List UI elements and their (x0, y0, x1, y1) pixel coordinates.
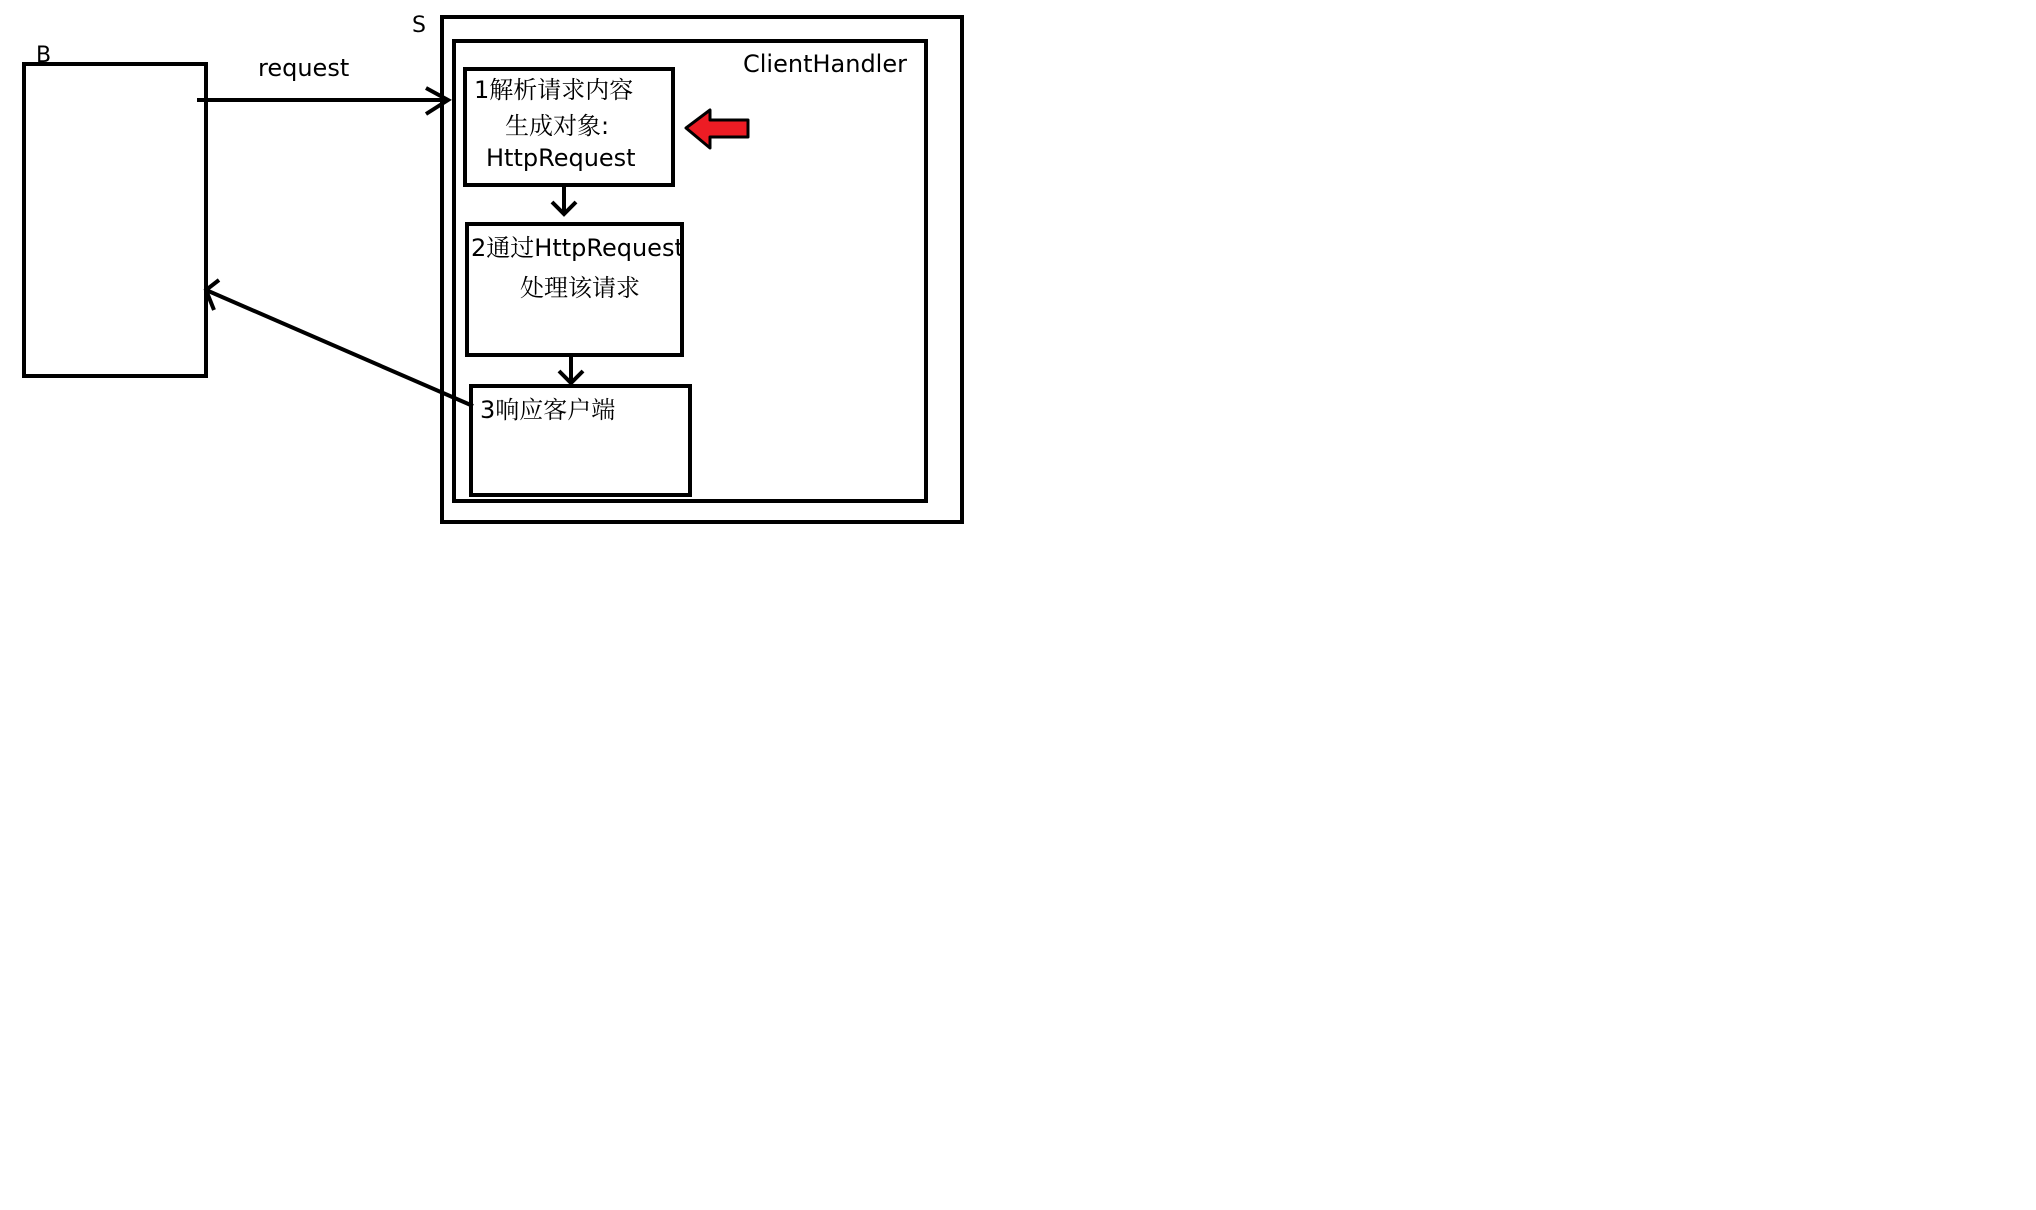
arrow-step-1-to-2 (552, 187, 576, 214)
step-1-line-3: HttpRequest (486, 144, 636, 172)
browser-box (24, 64, 206, 376)
request-label: request (258, 54, 350, 82)
step-2-line-1: 2通过HttpRequest (471, 234, 684, 262)
client-handler-label: ClientHandler (743, 50, 907, 78)
step-3-line-1: 3响应客户端 (480, 396, 616, 424)
highlight-arrow-icon (686, 110, 748, 148)
server-label: S (412, 13, 426, 38)
request-arrow (197, 88, 448, 114)
step-1-line-1: 1解析请求内容 (474, 76, 634, 104)
step-2-line-2: 处理该请求 (520, 274, 640, 302)
response-arrow (206, 280, 473, 406)
arrow-step-2-to-3 (559, 357, 583, 383)
browser-label: B (36, 43, 52, 68)
step-1-line-2: 生成对象: (505, 112, 610, 140)
